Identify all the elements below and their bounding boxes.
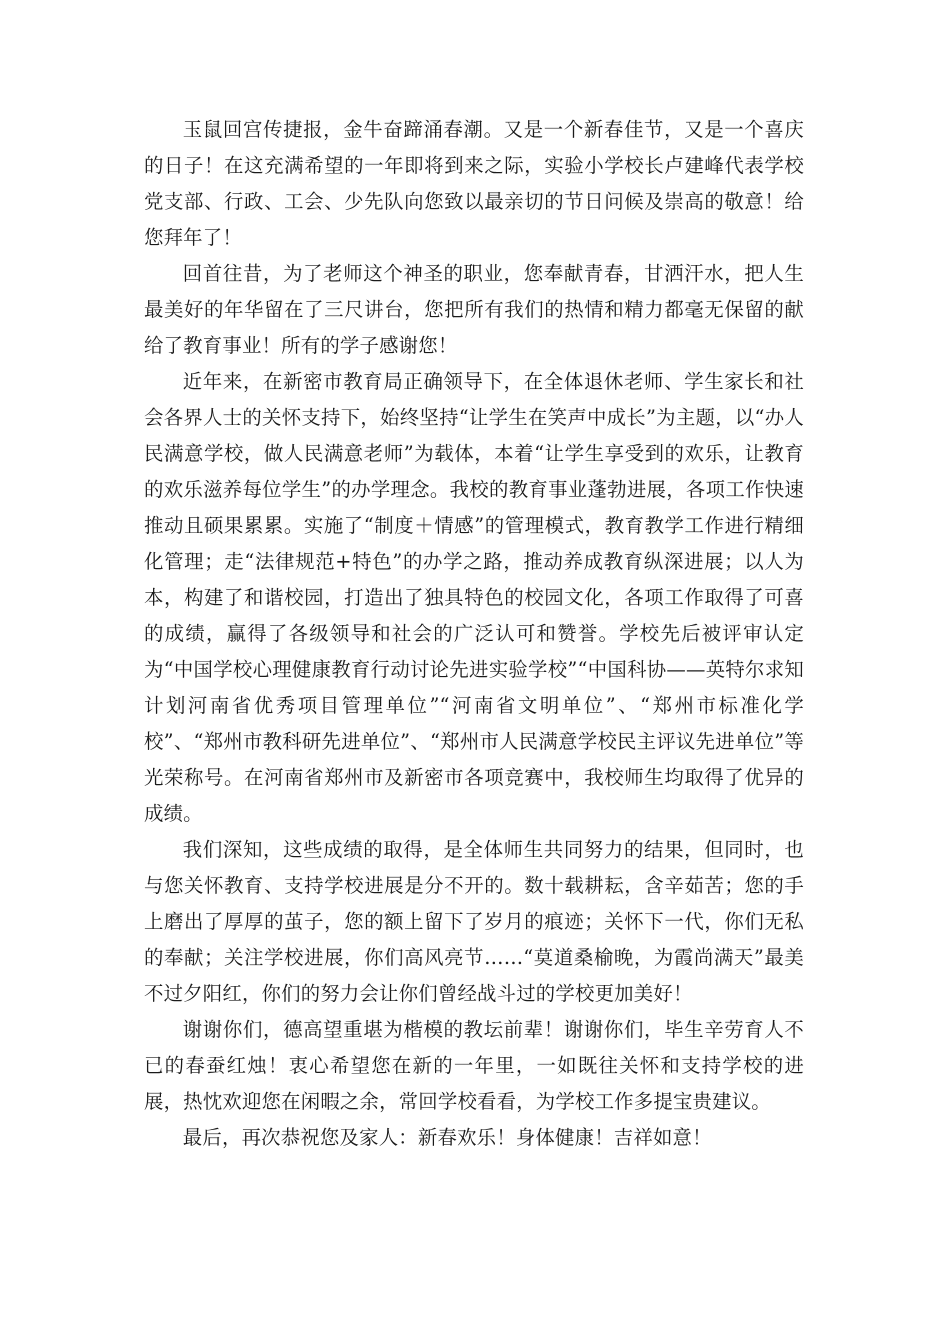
paragraph-achievements: 近年来，在新密市教育局正确领导下，在全体退休老师、学生家长和社会各界人士的关怀支持下，始终坚持“让学生在笑声中成长”为主题，以“办人民满意学校，做人民满意老师”为载体，本着“让学生享受到的欢乐，让教育的欢乐滋养每位学生”的办学理念。我校的教育事业蓬勃进展，各项工作快速推动且硕果累累。实施了“制度＋情感”的管理模式，教育教学工作进行精细化管理；走“法律规范+特色”的办学之路，推动养成教育纵深进展；以人为本，构建了和谐校园，打造出了独具特色的校园文化，各项工作取得了可喜的成绩，赢得了各级领导和社会的广泛认可和赞誉。学校先后被评审认定为“中国学校心理健康教育行动讨论先进实验学校”“中国科协——英特尔求知计划河南省优秀项目管理单位”“河南省文明单位”、“郑州市标准化学校”、“郑州市教科研先进单位”、“郑州市人民满意学校民主评议先进单位”等光荣称号。在河南省郑州市及新密市各项竞赛中，我校师生均取得了优异的成绩。 <box>144 370 804 825</box>
paragraph-thanks: 谢谢你们，德高望重堪为楷模的教坛前辈！谢谢你们，毕生辛劳育人不已的春蚕红烛！衷心希望您在新的一年里，一如既往关怀和支持学校的进展，热忱欢迎您在闲暇之余，常回学校看看，为学校工作多提宝贵建议。 <box>144 1018 804 1113</box>
paragraph-closing: 最后，再次恭祝您及家人：新春欢乐！身体健康！吉祥如意！ <box>182 1126 712 1149</box>
paragraph-gratitude: 我们深知，这些成绩的取得，是全体师生共同努力的结果，但同时，也与您关怀教育、支持学校进展是分不开的。数十载耕耘，含辛茹苦；您的手上磨出了厚厚的茧子，您的额上留下了岁月的痕迹；关怀下一代，你们无私的奉献；关注学校进展，你们高风亮节……“莫道桑榆晚，为霞尚满天”最美不过夕阳红，你们的努力会让你们曾经战斗过的学校更加美好！ <box>144 838 804 1005</box>
document-body <box>144 112 804 1156</box>
paragraph-greeting: 玉鼠回宫传捷报，金牛奋蹄涌春潮。又是一个新春佳节，又是一个喜庆的日子！在这充满希望的一年即将到来之际，实验小学校长卢建峰代表学校党支部、行政、工会、少先队向您致以最亲切的节日问候及崇高的敬意！给您拜年了！ <box>144 118 804 249</box>
paragraph-retrospect: 回首往昔，为了老师这个神圣的职业，您奉献青春，甘洒汗水，把人生最美好的年华留在了三尺讲台，您把所有我们的热情和精力都毫无保留的献给了教育事业！所有的学子感谢您！ <box>144 262 804 357</box>
